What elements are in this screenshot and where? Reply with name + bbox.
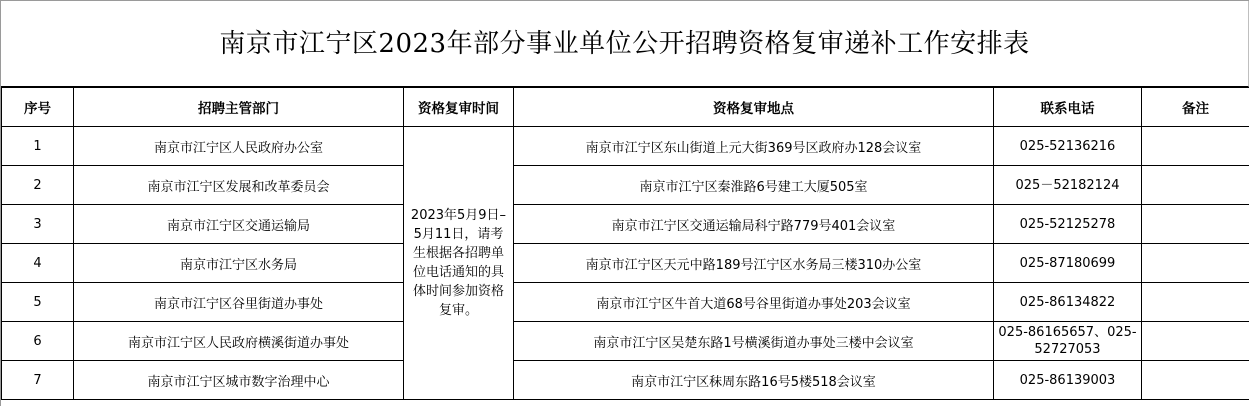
table-row xyxy=(2,244,1249,283)
row-department: 南京市江宁区交通运输局 xyxy=(74,205,404,244)
table-row xyxy=(2,361,1249,400)
row-seq: 2 xyxy=(2,166,74,205)
row-phone: 025-87180699 xyxy=(994,244,1142,283)
row-location: 南京市江宁区秣周东路16号5楼518会议室 xyxy=(514,361,994,400)
row-seq: 3 xyxy=(2,205,74,244)
header-department: 招聘主管部门 xyxy=(74,88,404,127)
review-schedule-table xyxy=(1,87,1249,400)
row-note xyxy=(1142,322,1249,361)
row-department: 南京市江宁区人民政府横溪街道办事处 xyxy=(74,322,404,361)
row-department: 南京市江宁区城市数字治理中心 xyxy=(74,361,404,400)
table-row xyxy=(2,166,1249,205)
row-location: 南京市江宁区天元中路189号江宁区水务局三楼310办公室 xyxy=(514,244,994,283)
row-note xyxy=(1142,127,1249,166)
row-note xyxy=(1142,166,1249,205)
row-location: 南京市江宁区吴楚东路1号横溪街道办事处三楼中会议室 xyxy=(514,322,994,361)
header-note: 备注 xyxy=(1142,88,1249,127)
header-seq: 序号 xyxy=(2,88,74,127)
row-department: 南京市江宁区发展和改革委员会 xyxy=(74,166,404,205)
row-seq: 6 xyxy=(2,322,74,361)
row-department: 南京市江宁区谷里街道办事处 xyxy=(74,283,404,322)
header-review-location: 资格复审地点 xyxy=(514,88,994,127)
table-title: 南京市江宁区2023年部分事业单位公开招聘资格复审递补工作安排表 xyxy=(1,1,1249,87)
table-row xyxy=(2,127,1249,166)
row-phone: 025-52136216 xyxy=(994,127,1142,166)
row-department: 南京市江宁区人民政府办公室 xyxy=(74,127,404,166)
row-note xyxy=(1142,361,1249,400)
row-note xyxy=(1142,244,1249,283)
row-phone: 025-86139003 xyxy=(994,361,1142,400)
row-phone: 025－52182124 xyxy=(994,166,1142,205)
row-note xyxy=(1142,283,1249,322)
header-row xyxy=(2,88,1249,127)
row-seq: 4 xyxy=(2,244,74,283)
header-review-time: 资格复审时间 xyxy=(404,88,514,127)
row-note xyxy=(1142,205,1249,244)
header-phone: 联系电话 xyxy=(994,88,1142,127)
row-location: 南京市江宁区秦淮路6号建工大厦505室 xyxy=(514,166,994,205)
table-row xyxy=(2,205,1249,244)
row-seq: 5 xyxy=(2,283,74,322)
row-phone: 025-86134822 xyxy=(994,283,1142,322)
row-department: 南京市江宁区水务局 xyxy=(74,244,404,283)
row-location: 南京市江宁区牛首大道68号谷里街道办事处203会议室 xyxy=(514,283,994,322)
review-time-cell: 2023年5月9日–5月11日，请考生根据各招聘单位电话通知的具体时间参加资格复审。 xyxy=(404,127,514,400)
table-row xyxy=(2,283,1249,322)
row-location: 南京市江宁区交通运输局科宁路779号401会议室 xyxy=(514,205,994,244)
table-row xyxy=(2,322,1249,361)
row-seq: 1 xyxy=(2,127,74,166)
row-phone: 025-52125278 xyxy=(994,205,1142,244)
row-location: 南京市江宁区东山街道上元大街369号区政府办128会议室 xyxy=(514,127,994,166)
row-phone: 025-86165657、025-52727053 xyxy=(994,322,1142,361)
row-seq: 7 xyxy=(2,361,74,400)
